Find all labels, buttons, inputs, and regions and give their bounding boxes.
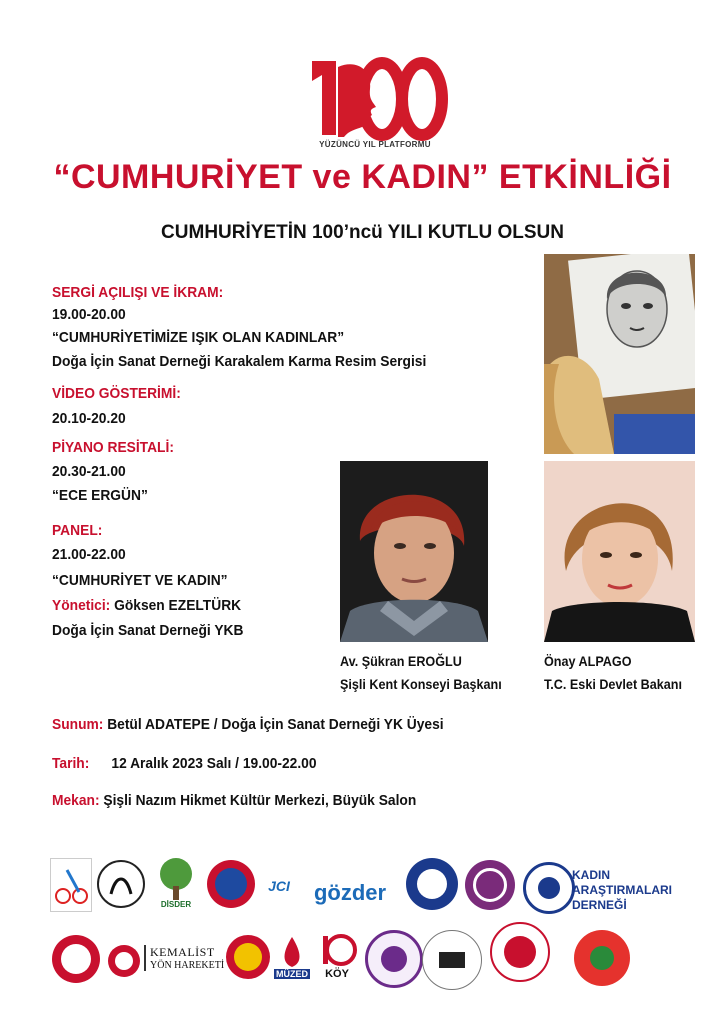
sponsor-logo-9 — [523, 862, 575, 914]
sponsor-logo-20 — [574, 930, 630, 986]
speaker-photo-1 — [340, 461, 488, 642]
cyclist-icon — [53, 862, 89, 908]
women-emblem-icon — [504, 936, 536, 968]
sergi-desc: Doğa İçin Sanat Derneği Karakalem Karma Resim Sergisi — [52, 353, 427, 370]
sponsor-kadin-arastirmalari — [572, 868, 672, 913]
emblem-icon — [215, 868, 247, 900]
tree-icon — [153, 856, 199, 900]
sponsor-logo-18 — [422, 930, 482, 990]
mekan-line — [52, 792, 416, 809]
koy-label: KÖY — [325, 968, 349, 980]
mekan-value: Şişli Nazım Hikmet Kültür Merkezi, Büyük Salon — [99, 792, 417, 809]
koy-emblem-icon — [317, 932, 357, 968]
event-title: “CUMHURİYET ve KADIN” ETKİNLİĞİ — [53, 158, 672, 196]
sunum-value: Betül ADATEPE / Doğa İçin Sanat Derneği YK Üyesi — [103, 716, 444, 733]
video-time: 20.10-20.20 — [52, 410, 126, 427]
sergi-heading: SERGİ AÇILIŞI VE İKRAM: — [52, 284, 224, 301]
leaf-icon — [590, 946, 614, 970]
sergi-time: 19.00-20.00 — [52, 306, 126, 323]
moderator-label: Yönetici: — [52, 597, 111, 614]
event-subtitle: CUMHURİYETİN 100’ncü YILI KUTLU OLSUN — [161, 222, 564, 243]
sponsor-logo-14 — [226, 935, 270, 979]
logo-caption: YÜZÜNCÜ YIL PLATFORMU — [319, 140, 431, 149]
sergi-title: “CUMHURİYETİMİZE IŞIK OLAN KADINLAR” — [52, 329, 345, 346]
piyano-artist: “ECE ERGÜN” — [52, 487, 148, 504]
kad-line-3: DERNEĞİ — [572, 898, 627, 912]
moderator-line — [52, 595, 241, 617]
sponsor-logo-12 — [108, 945, 140, 977]
panel-heading: PANEL: — [52, 522, 103, 539]
kemalist-line-2: YÖN HAREKETİ — [150, 960, 225, 971]
jci-label: JCI — [268, 878, 290, 894]
speaker-1-name: Av. Şükran EROĞLU — [340, 653, 462, 669]
seal-icon — [538, 877, 560, 899]
tarih-label: Tarih: — [52, 755, 90, 772]
sponsor-kemalist — [144, 945, 228, 971]
sponsor-logo-11 — [52, 935, 100, 983]
kemalist-line-1: KEMALİST — [150, 945, 215, 959]
sponsor-logo-4 — [207, 860, 255, 908]
tarih-line — [52, 755, 317, 772]
star-icon — [115, 952, 133, 970]
muzed-label: MÜZED — [276, 969, 308, 979]
moderator-org: Doğa İçin Sanat Derneği YKB — [52, 622, 244, 639]
moderator-name: Göksen EZELTÜRK — [110, 597, 242, 614]
kad-line-1: KADIN — [572, 868, 610, 882]
piyano-heading: PİYANO RESİTALİ: — [52, 439, 174, 456]
map-icon — [61, 944, 91, 974]
sponsor-logo-19 — [490, 922, 550, 982]
panel-time: 21.00-22.00 — [52, 546, 126, 563]
sponsor-logo-gozder — [300, 878, 400, 908]
portrait-icon — [417, 869, 447, 899]
speaker-2-role: T.C. Eski Devlet Bakanı — [544, 676, 682, 692]
sponsor-logo-2 — [97, 860, 145, 908]
exhibition-photo — [544, 254, 695, 454]
speaker-2-name: Önay ALPAGO — [544, 653, 632, 669]
book-icon — [437, 948, 467, 972]
sponsor-logo-1 — [50, 858, 92, 912]
sponsor-logo-muzed — [273, 928, 311, 986]
drop-icon — [277, 935, 307, 969]
speaker-photo-2 — [544, 461, 695, 642]
tarih-value: 12 Aralık 2023 Salı / 19.00-22.00 — [111, 755, 317, 772]
video-heading: VİDEO GÖSTERİMİ: — [52, 385, 181, 402]
figure-icon — [106, 869, 136, 899]
sunum-line — [52, 716, 444, 733]
piyano-time: 20.30-21.00 — [52, 463, 126, 480]
mekan-label: Mekan: — [52, 792, 100, 809]
dove-icon — [381, 946, 407, 972]
sunum-label: Sunum: — [52, 716, 104, 733]
sponsor-logo-8 — [465, 860, 515, 910]
ring-icon — [473, 868, 507, 902]
disder-label: DİSDER — [160, 899, 192, 909]
kad-line-2: ARAŞTIRMALARI — [572, 883, 672, 897]
centennial-100-icon — [300, 55, 450, 145]
sponsor-logo-disder — [149, 852, 203, 912]
badge-icon — [234, 943, 262, 971]
panel-title: “CUMHURİYET VE KADIN” — [52, 572, 228, 589]
gozder-label: gözder — [313, 880, 387, 905]
sponsor-logo-koy — [314, 926, 360, 986]
sponsor-logo-17 — [365, 930, 423, 988]
speaker-1-role: Şişli Kent Konseyi Başkanı — [340, 676, 502, 692]
sponsor-logo-7 — [406, 858, 458, 910]
sponsor-logo-jci — [262, 875, 296, 897]
